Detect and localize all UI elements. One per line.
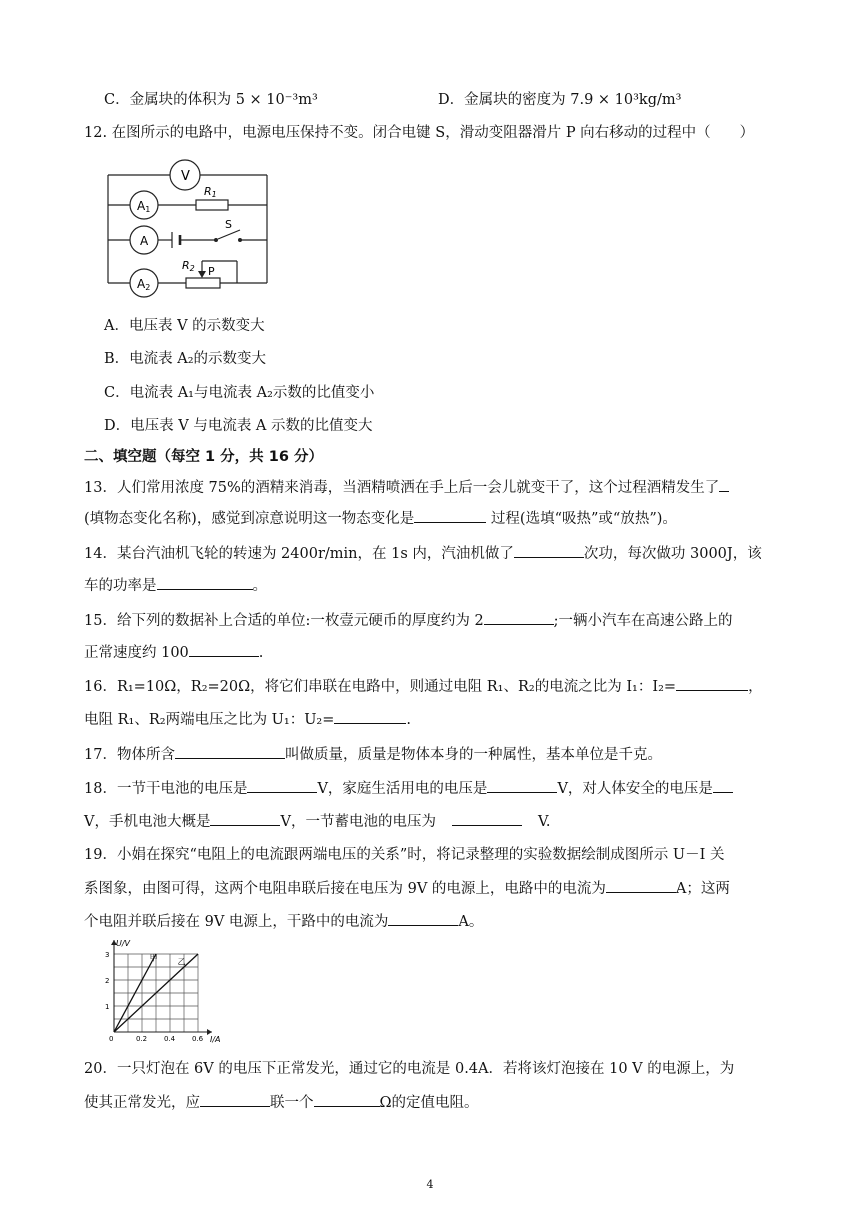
q19-line2: 系图象，由图可得，这两个电阻串联后接在电压为 9V 的电源上，电路中的电流为 A；这两 [84, 878, 776, 899]
y-tick-label: 3 [105, 951, 110, 959]
q15-line2: 正常速度约 100 . [84, 642, 776, 663]
q12-option-a: A．电压表 V 的示数变大 [104, 318, 265, 334]
q15-line1: 15．给下列的数据补上合适的单位:一枚壹元硬币的厚度约为 2 ;一辆小汽车在高速公路上的 [84, 610, 776, 631]
resistor-r1 [196, 200, 228, 210]
q16-line2: 电阻 R₁、R₂两端电压之比为 U₁：U₂= . [84, 709, 776, 730]
label-s: S [225, 218, 232, 231]
q19-ui-graph [92, 938, 232, 1046]
q20-line2: 使其正常发光，应 联一个 Ω的定值电阻。 [84, 1092, 776, 1113]
label-a2: A2 [137, 277, 151, 292]
page-number: 4 [426, 1178, 434, 1191]
label-p: P [208, 265, 215, 278]
q20-line1: 20．一只灯泡在 6V 的电压下正常发光，通过它的电流是 0.4A．若将该灯泡接在 10 V 的电源上，为 [84, 1061, 735, 1077]
q19-line3: 个电阻并联后接在 9V 电源上，干路中的电流为 A。 [84, 911, 776, 932]
q11-option-d: D．金属块的密度为 7.9 × 10³kg/m³ [438, 92, 682, 108]
x-axis-label: I/A [210, 1035, 221, 1044]
label-a: A [140, 234, 149, 248]
q13-line2: (填物态变化名称)，感觉到凉意说明这一物态变化是 过程(选填“吸热”或“放热”)。 [84, 508, 776, 529]
label-r1: R1 [204, 185, 217, 199]
label-r2: R2 [182, 259, 195, 273]
y-tick-label: 1 [105, 1003, 110, 1011]
q12-circuit-diagram [100, 158, 275, 303]
q13-line1: 13．人们常用浓度 75%的酒精来消毒，当酒精喷洒在手上后一会儿就变干了，这个过程酒精发生了 [84, 477, 776, 498]
q14-line2: 车的功率是 。 [84, 575, 776, 596]
slider-arrow [198, 271, 206, 278]
label-a1: A1 [137, 199, 151, 214]
y-axis-label: U/V [116, 939, 131, 948]
q19-line1: 19．小娟在探究“电阻上的电流跟两端电压的关系”时，将记录整理的实验数据绘制成图所示 U－I 关 [84, 847, 725, 863]
x-tick-label: 0.4 [164, 1035, 176, 1043]
q16-line1: 16．R₁=10Ω，R₂=20Ω，将它们串联在电路中，则通过电阻 R₁、R₂的电流之比为 I₁：I₂= ， [84, 676, 776, 697]
q12-option-b: B．电流表 A₂的示数变大 [104, 351, 267, 367]
q17-line: 17．物体所含 叫做质量，质量是物体本身的一种属性，基本单位是千克。 [84, 744, 776, 765]
q18-line1: 18．一节干电池的电压是 V，家庭生活用电的电压是 V，对人体安全的电压是 [84, 778, 776, 799]
q14-line1: 14．某台汽油机飞轮的转速为 2400r/min，在 1s 内，汽油机做了 次功，每次做功 3000J，该 [84, 543, 776, 564]
q12-option-c: C．电流表 A₁与电流表 A₂示数的比值变小 [104, 385, 375, 401]
section-heading-fill-in: 二、填空题（每空 1 分，共 16 分） [84, 449, 323, 465]
x-tick-label: 0 [109, 1035, 114, 1043]
y-tick-label: 2 [105, 977, 110, 985]
rheostat-r2 [186, 278, 220, 288]
q12-option-d: D．电压表 V 与电流表 A 示数的比值变大 [104, 418, 373, 434]
series-label-1: 甲 [149, 953, 158, 963]
q11-option-c: C．金属块的体积为 5 × 10⁻³m³ [104, 92, 318, 108]
x-tick-label: 0.2 [136, 1035, 148, 1043]
series-label-2: 乙 [177, 957, 186, 967]
q18-line2: V，手机电池大概是 V，一节蓄电池的电压为 V. [84, 811, 776, 832]
x-tick-label: 0.6 [192, 1035, 204, 1043]
q12-stem: 12. 在图所示的电路中，电源电压保持不变。闭合电键 S，滑动变阻器滑片 P 向右移动的过程中（ ） [84, 125, 755, 141]
label-v: V [181, 169, 190, 184]
switch-s [218, 230, 240, 239]
